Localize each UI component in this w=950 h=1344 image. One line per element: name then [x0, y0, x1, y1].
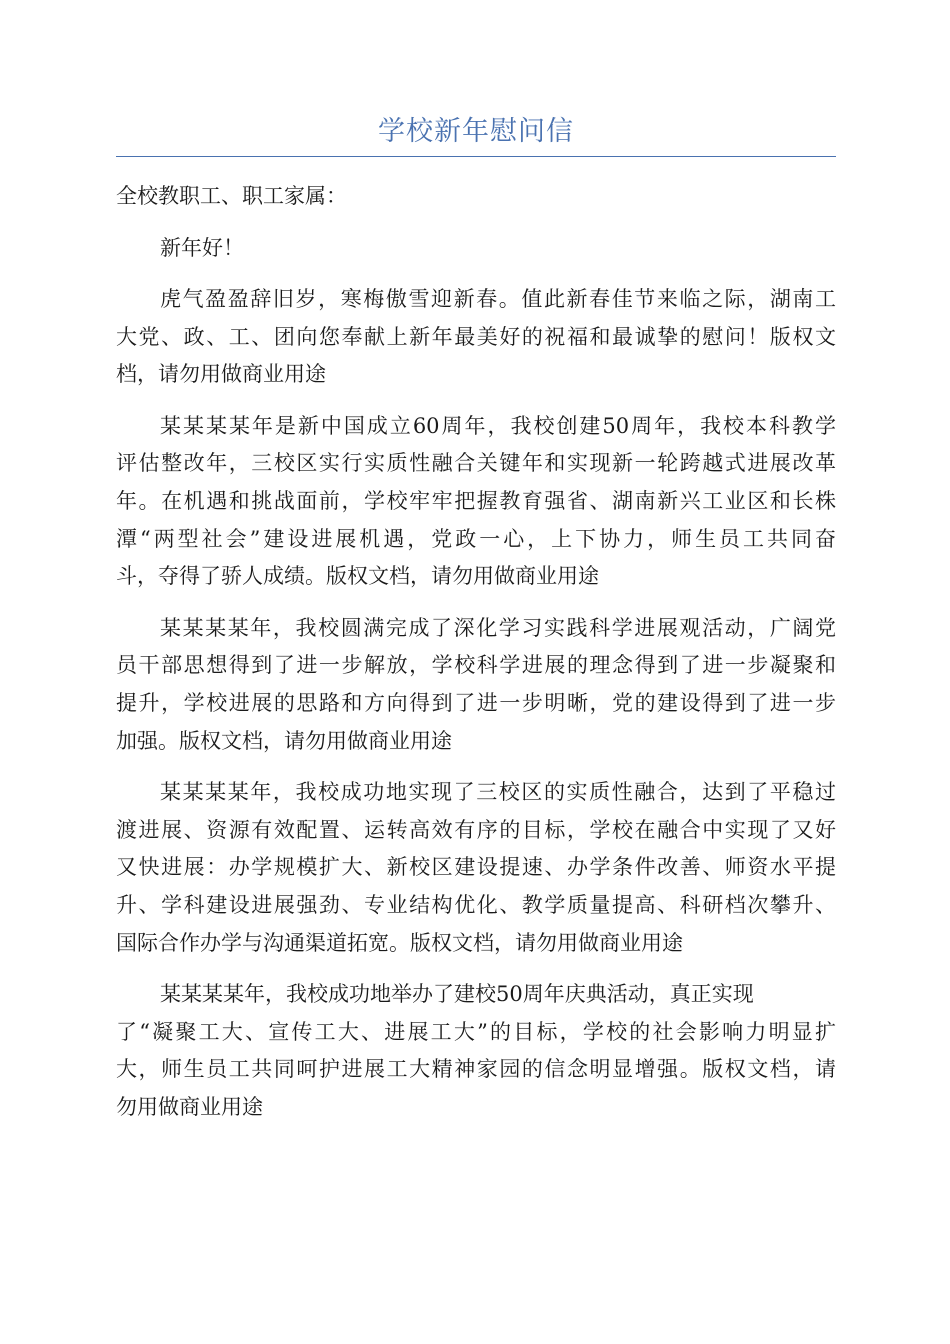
paragraph-line: 某某某某年，我校成功地实现了三校区的实质性融合，达到了平稳过: [160, 780, 836, 805]
paragraph-line: 升、学科建设进展强劲、专业结构优化、教学质量提高、科研档次攀升、: [116, 892, 836, 917]
paragraph-line: 勿用做商业用途: [116, 1094, 263, 1119]
paragraph-5: [116, 976, 836, 1126]
paragraph-line: 评估整改年，三校区实行实质性融合关键年和实现新一轮跨越式进展改革: [116, 451, 836, 476]
paragraph-line: 提升，学校进展的思路和方向得到了进一步明晰，党的建设得到了进一步: [116, 690, 836, 715]
paragraph-line: 某某某某年是新中国成立60周年，我校创建50周年，我校本科教学: [160, 413, 836, 438]
paragraph-line: 大，师生员工共同呵护进展工大精神家园的信念明显增强。版权文档，请: [116, 1057, 836, 1082]
salutation: 全校教职工、职工家属：: [116, 184, 347, 208]
paragraph-line: 斗，夺得了骄人成绩。版权文档，请勿用做商业用途: [116, 564, 599, 589]
paragraph-line: 潭“两型社会”建设进展机遇，党政一心，上下协力，师生员工共同奋: [116, 526, 836, 551]
paragraph-line: 渡进展、资源有效配置、运转高效有序的目标，学校在融合中实现了又好: [116, 817, 836, 842]
letter-body: [116, 177, 836, 1140]
greeting: 新年好！: [160, 236, 244, 260]
paragraph-1: [116, 281, 836, 394]
title-block: [116, 112, 836, 157]
paragraph-line: 加强。版权文档，请勿用做商业用途: [116, 728, 452, 753]
paragraph-line: 某某某某年，我校圆满完成了深化学习实践科学进展观活动，广阔党: [160, 615, 836, 640]
paragraph-line: 虎气盈盈辞旧岁，寒梅傲雪迎新春。值此新春佳节来临之际，湖南工: [160, 287, 836, 311]
paragraph-line: 了“凝聚工大、宣传工大、进展工大”的目标，学校的社会影响力明显扩: [116, 1019, 836, 1044]
paragraph-line: 员干部思想得到了进一步解放，学校科学进展的理念得到了进一步凝聚和: [116, 653, 836, 678]
paragraph-line: 又快进展：办学规模扩大、新校区建设提速、办学条件改善、师资水平提: [116, 855, 836, 880]
paragraph-3: [116, 610, 836, 760]
paragraph-2: [116, 408, 836, 596]
paragraph-line: 年。在机遇和挑战面前，学校牢牢把握教育强省、湖南新兴工业区和长株: [116, 488, 836, 513]
paragraph-line: 大党、政、工、团向您奉献上新年最美好的祝福和最诚挚的慰问！版权文: [116, 324, 836, 349]
document-title: 学校新年慰问信: [378, 116, 574, 147]
paragraph-line: 档，请勿用做商业用途: [116, 362, 326, 387]
paragraph-line: 某某某某年，我校成功地举办了建校50周年庆典活动，真正实现: [160, 982, 754, 1007]
paragraph-line: 国际合作办学与沟通渠道拓宽。版权文档，请勿用做商业用途: [116, 930, 683, 955]
paragraph-4: [116, 774, 836, 962]
